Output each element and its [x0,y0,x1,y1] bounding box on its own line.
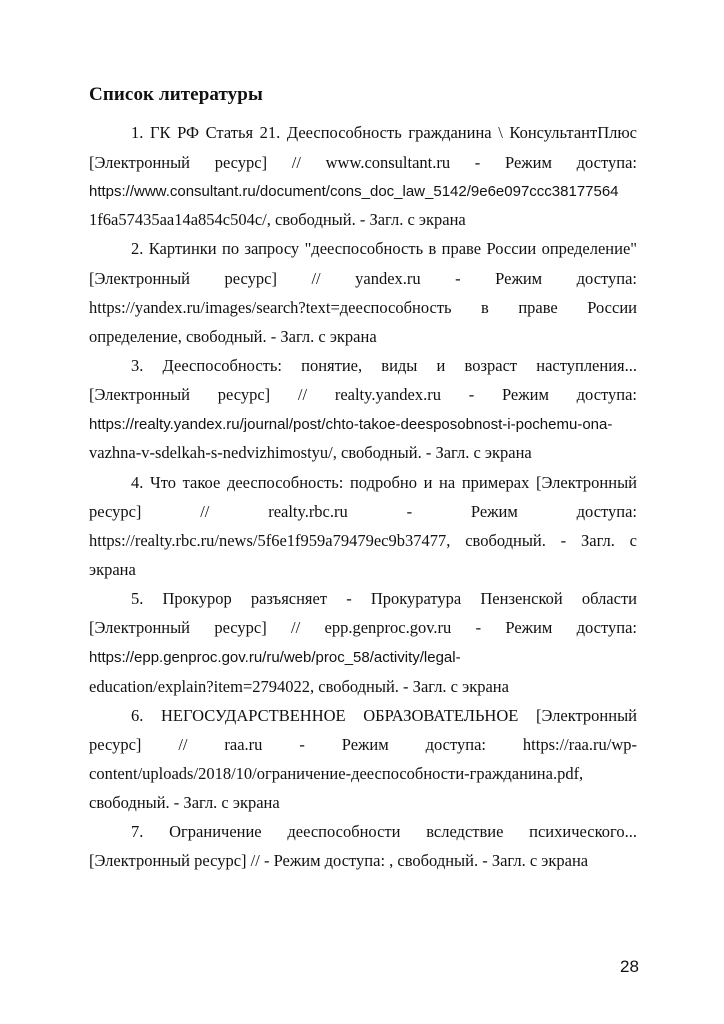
ref-4-line-4: экрана [89,560,136,579]
ref-1-line-4: 1f6a57435aa14a854c504c/, свободный. - Загл. с экрана [89,210,466,229]
ref-6-line-2: ресурс] // raa.ru - Режим доступа: https://raa.ru/wp- [89,735,637,754]
ref-3-url[interactable]: https://realty.yandex.ru/journal/post/chto-takoe-deesposobnost-i-pochemu-ona- [89,416,613,433]
ref-1-line-2: [Электронный ресурс] // www.consultant.ru - Режим доступа: [89,153,637,172]
ref-3-line-2: [Электронный ресурс] // realty.yandex.ru - Режим доступа: [89,385,637,404]
ref-4-line-2: ресурс] // realty.rbc.ru - Режим доступа: [89,502,637,521]
ref-2-line-1: 2. Картинки по запросу "дееспособность в праве России определение" [131,239,637,258]
ref-5-line-1: 5. Прокурор разъясняет - Прокуратура Пензенской области [131,589,637,608]
ref-6-url[interactable]: content/uploads/2018/10/ограничение-дееспособности-гражданина.pdf, [89,764,584,783]
ref-6-line-1: 6. НЕГОСУДАРСТВЕННОЕ ОБРАЗОВАТЕЛЬНОЕ [Электронный [131,706,637,725]
ref-5-line-2: [Электронный ресурс] // epp.genproc.gov.ru - Режим доступа: [89,618,637,637]
ref-1-url[interactable]: https://www.consultant.ru/document/cons_doc_law_5142/9e6e097ccc38177564 [89,183,619,200]
ref-7-line-1: 7. Ограничение дееспособности вследствие психического... [131,822,637,841]
ref-2-line-2: [Электронный ресурс] // yandex.ru - Режим доступа: [89,269,637,288]
ref-4-url[interactable]: https://realty.rbc.ru/news/5f6e1f959a79479ec9b37477, свободный. - Загл. с [89,531,637,550]
ref-7-line-2: [Электронный ресурс] // - Режим доступа: , свободный. - Загл. с экрана [89,851,589,870]
ref-5-line-4: education/explain?item=2794022, свободный. - Загл. с экрана [89,677,509,696]
ref-3-line-4: vazhna-v-sdelkah-s-nedvizhimostyu/, свободный. - Загл. с экрана [89,443,532,462]
ref-6-line-4: свободный. - Загл. с экрана [89,793,280,812]
references-heading: Список литературы [89,84,263,105]
ref-4-line-1: 4. Что такое дееспособность: подробно и на примерах [Электронный [131,473,637,492]
ref-1-line-1: 1. ГК РФ Статья 21. Дееспособность гражданина \ КонсультантПлюс [131,123,637,142]
ref-3-line-1: 3. Дееспособность: понятие, виды и возраст наступления... [131,356,637,375]
ref-2-url[interactable]: https://yandex.ru/images/search?text=дееспособность в праве России [89,298,637,317]
page-number: 28 [620,957,639,976]
ref-5-url[interactable]: https://epp.genproc.gov.ru/ru/web/proc_58/activity/legal- [89,649,461,666]
ref-2-line-4: определение, свободный. - Загл. с экрана [89,327,377,346]
